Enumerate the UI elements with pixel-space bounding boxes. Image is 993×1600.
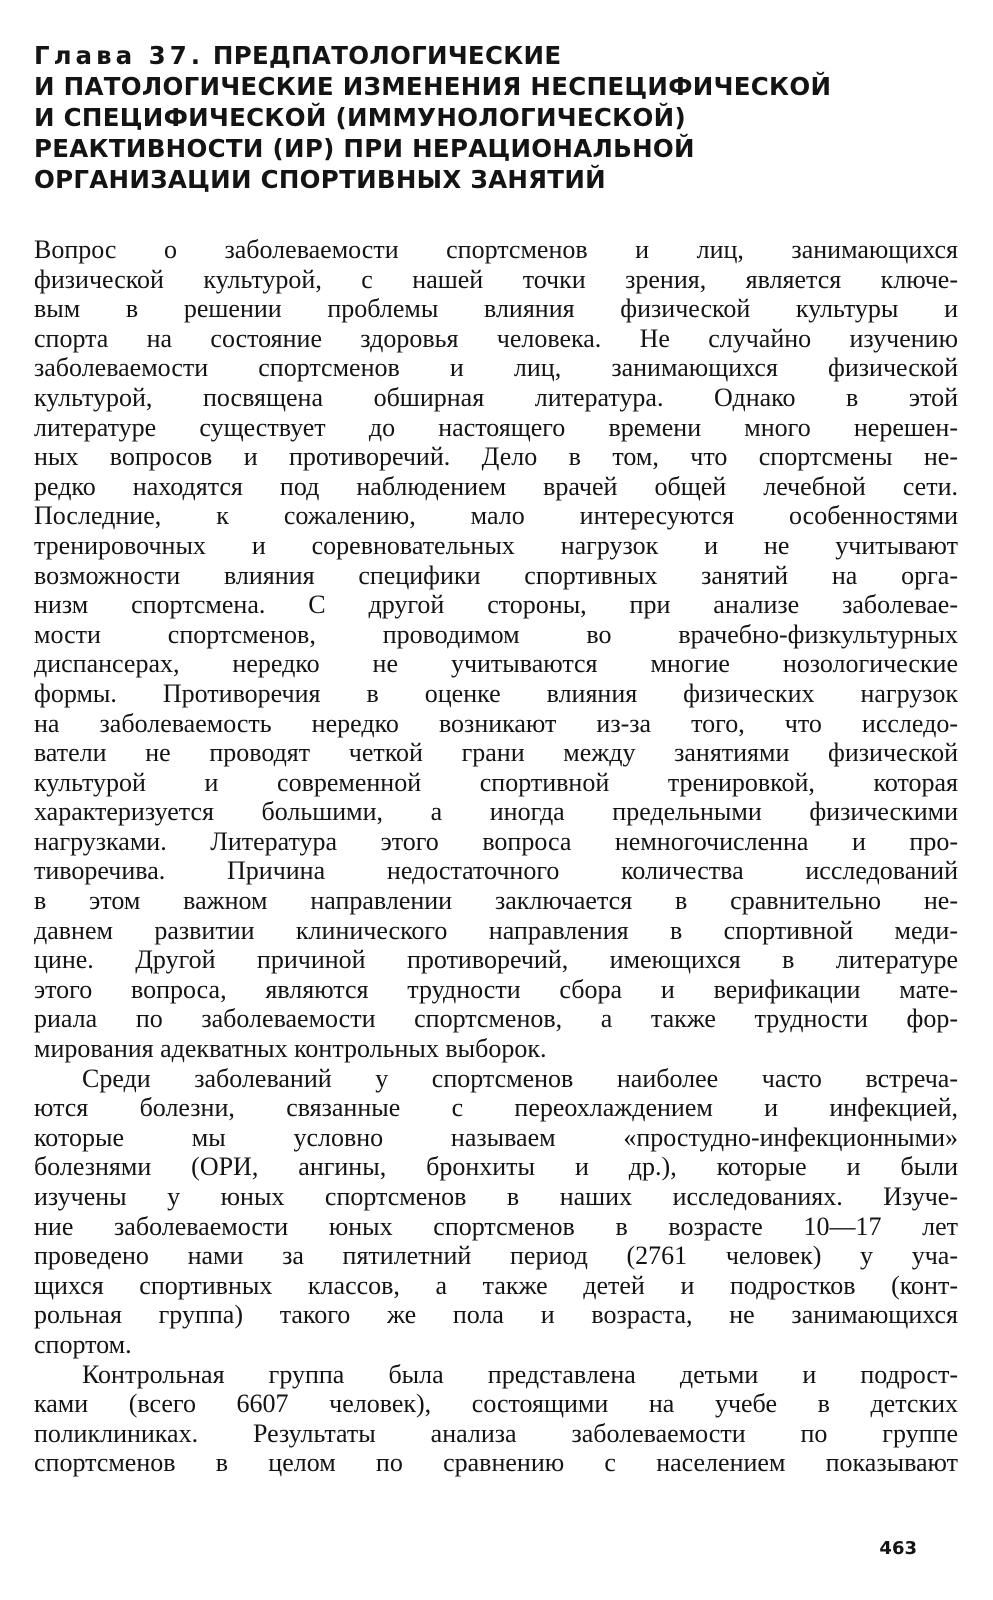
text-line: физической культурой, с нашей точки зрения, является ключе-: [34, 264, 958, 294]
paragraph: [34, 235, 958, 1064]
text-line: диспансерах, нередко не учитываются многие нозологические: [34, 649, 958, 679]
book-page: [34, 40, 958, 1478]
text-line: спортсменов в целом по сравнению с населением показывают: [34, 1448, 958, 1478]
text-line: редко находятся под наблюдением врачей общей лечебной сети.: [34, 471, 958, 501]
text-line: Вопрос о заболеваемости спортсменов и лиц, занимающихся: [34, 235, 958, 264]
text-line: спорта на состояние здоровья человека. Не случайно изучению: [34, 323, 958, 353]
text-line: формы. Противоречия в оценке влияния физических нагрузок: [34, 678, 958, 708]
body-text: [34, 235, 958, 1478]
text-line: ных вопросов и противоречий. Дело в том, что спортсмены не-: [34, 442, 958, 472]
page-number: 463: [879, 1538, 917, 1559]
text-line: вым в решении проблемы влияния физической культуры и: [34, 294, 958, 324]
text-line: щихся спортивных классов, а также детей и подростков (конт-: [34, 1270, 958, 1300]
text-line: этого вопроса, являются трудности сбора и верификации мате-: [34, 974, 958, 1004]
paragraph: [34, 1064, 958, 1360]
text-line: на заболеваемость нередко возникают из-за того, что исследо-: [34, 708, 958, 738]
text-line: Контрольная группа была представлена детьми и подрост-: [82, 1359, 958, 1389]
text-line: заболеваемости спортсменов и лиц, занимающихся физической: [34, 353, 958, 383]
text-line: давнем развитии клинического направления в спортивной меди-: [34, 915, 958, 945]
chapter-prefix: Глава 37.: [34, 41, 205, 70]
text-line: возможности влияния специфики спортивных занятий на орга-: [34, 560, 958, 590]
text-line: Среди заболеваний у спортсменов наиболее часто встреча-: [82, 1063, 958, 1093]
heading-line: И ПАТОЛОГИЧЕСКИЕ ИЗМЕНЕНИЯ НЕСПЕЦИФИЧЕСКОЙ: [34, 72, 832, 101]
text-line: ются болезни, связанные с переохлаждением и инфекцией,: [34, 1093, 958, 1123]
text-line: тиворечива. Причина недостаточного количества исследований: [34, 856, 958, 886]
heading-line: [34, 40, 934, 71]
text-line: которые мы условно называем «простудно-инфекционными»: [34, 1122, 958, 1152]
text-line: культурой, посвящена обширная литература. Однако в этой: [34, 382, 958, 412]
text-line: тренировочных и соревновательных нагрузок и не учитывают: [34, 530, 958, 560]
heading-line: ОРГАНИЗАЦИИ СПОРТИВНЫХ ЗАНЯТИЙ: [34, 165, 606, 194]
text-line: ватели не проводят четкой грани между занятиями физической: [34, 738, 958, 768]
text-line: литературе существует до настоящего времени много нерешен-: [34, 412, 958, 442]
text-line: рольная группа) такого же пола и возраста, не занимающихся: [34, 1300, 958, 1330]
heading-line-text: ПРЕДПАТОЛОГИЧЕСКИЕ: [212, 41, 562, 70]
chapter-heading: [34, 40, 934, 195]
text-line: Последние, к сожалению, мало интересуются особенностями: [34, 501, 958, 531]
heading-line: РЕАКТИВНОСТИ (ИР) ПРИ НЕРАЦИОНАЛЬНОЙ: [34, 134, 695, 163]
text-line: в этом важном направлении заключается в сравнительно не-: [34, 886, 958, 916]
text-line: мирования адекватных контрольных выборок.: [34, 1034, 547, 1064]
text-line: культурой и современной спортивной тренировкой, которая: [34, 767, 958, 797]
text-line: ками (всего 6607 человек), состоящими на учебе в детских: [34, 1389, 958, 1419]
text-line: спортом.: [34, 1329, 132, 1359]
text-line: мости спортсменов, проводимом во врачебно-физкультурных: [34, 619, 958, 649]
paragraph: [34, 1360, 958, 1478]
heading-line: И СПЕЦИФИЧЕСКОЙ (ИММУНОЛОГИЧЕСКОЙ): [34, 103, 686, 132]
text-line: низм спортсмена. С другой стороны, при анализе заболевае-: [34, 590, 958, 620]
text-line: ние заболеваемости юных спортсменов в возрасте 10—17 лет: [34, 1211, 958, 1241]
text-line: характеризуется большими, а иногда предельными физическими: [34, 797, 958, 827]
text-line: цине. Другой причиной противоречий, имеющихся в литературе: [34, 945, 958, 975]
text-line: поликлиниках. Результаты анализа заболеваемости по группе: [34, 1418, 958, 1448]
text-line: болезнями (ОРИ, ангины, бронхиты и др.), которые и были: [34, 1152, 958, 1182]
text-line: изучены у юных спортсменов в наших исследованиях. Изуче-: [34, 1182, 958, 1211]
text-line: проведено нами за пятилетний период (2761 человек) у уча-: [34, 1241, 958, 1271]
text-line: нагрузками. Литература этого вопроса немногочисленна и про-: [34, 826, 958, 856]
text-line: риала по заболеваемости спортсменов, а также трудности фор-: [34, 1004, 958, 1034]
